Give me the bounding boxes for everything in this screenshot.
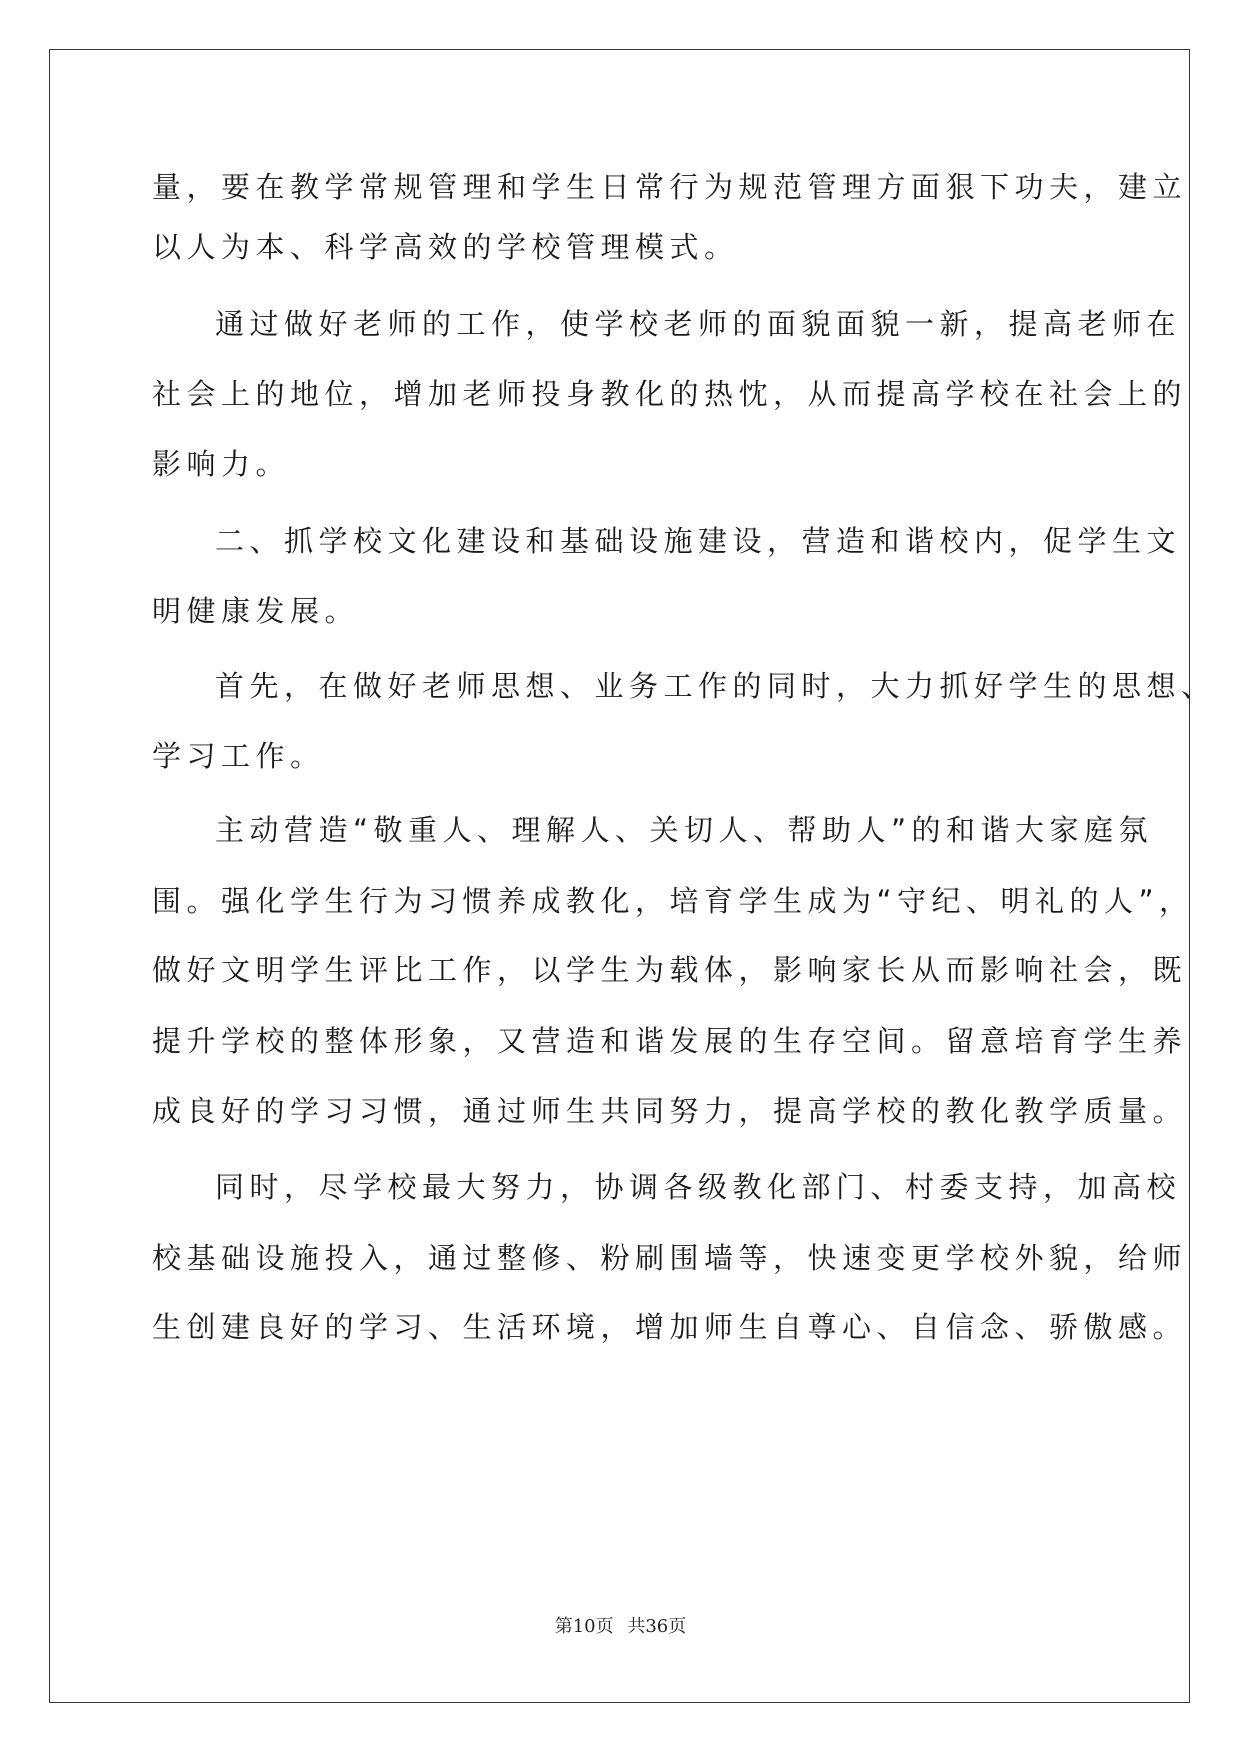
paragraph-line: 以人为本、科学高效的学校管理模式。 — [152, 230, 739, 264]
paragraph-line: 明健康发展。 — [152, 594, 360, 628]
paragraph-line: 围。强化学生行为习惯养成教化，培育学生成为“守纪、明礼的人”， — [152, 884, 1194, 918]
page-number: 第10页 — [554, 1616, 614, 1637]
page-border — [49, 49, 1190, 1703]
paragraph-line: 社会上的地位，增加老师投身教化的热忱，从而提高学校在社会上的 — [152, 377, 1188, 411]
paragraph-line: 做好文明学生评比工作，以学生为载体，影响家长从而影响社会，既 — [152, 953, 1188, 987]
paragraph-line: 通过做好老师的工作，使学校老师的面貌面貌一新，提高老师在 — [215, 307, 1182, 341]
paragraph-line: 提升学校的整体形象，又营造和谐发展的生存空间。留意培育学生养 — [152, 1024, 1188, 1058]
paragraph-line: 成良好的学习习惯，通过师生共同努力，提高学校的教化教学质量。 — [152, 1094, 1188, 1128]
paragraph-line: 校基础设施投入，通过整修、粉刷围墙等，快速变更学校外貌，给师 — [152, 1241, 1188, 1275]
paragraph-line: 生创建良好的学习、生活环境，增加师生自尊心、自信念、骄傲感。 — [152, 1310, 1188, 1344]
paragraph-line: 量，要在教学常规管理和学生日常行为规范管理方面狠下功夫，建立 — [152, 170, 1188, 204]
paragraph-line: 主动营造“敬重人、理解人、关切人、帮助人”的和谐大家庭氛 — [215, 813, 1154, 847]
paragraph-line: 学习工作。 — [152, 739, 325, 773]
paragraph-line: 首先，在做好老师思想、业务工作的同时，大力抓好学生的思想、 — [215, 669, 1216, 703]
page-footer — [0, 1612, 1241, 1638]
page-total: 共36页 — [627, 1616, 687, 1637]
paragraph-line: 同时，尽学校最大努力，协调各级教化部门、村委支持，加高校 — [215, 1170, 1182, 1204]
paragraph-line: 影响力。 — [152, 447, 291, 481]
paragraph-line: 二、抓学校文化建设和基础设施建设，营造和谐校内，促学生文 — [215, 524, 1182, 558]
